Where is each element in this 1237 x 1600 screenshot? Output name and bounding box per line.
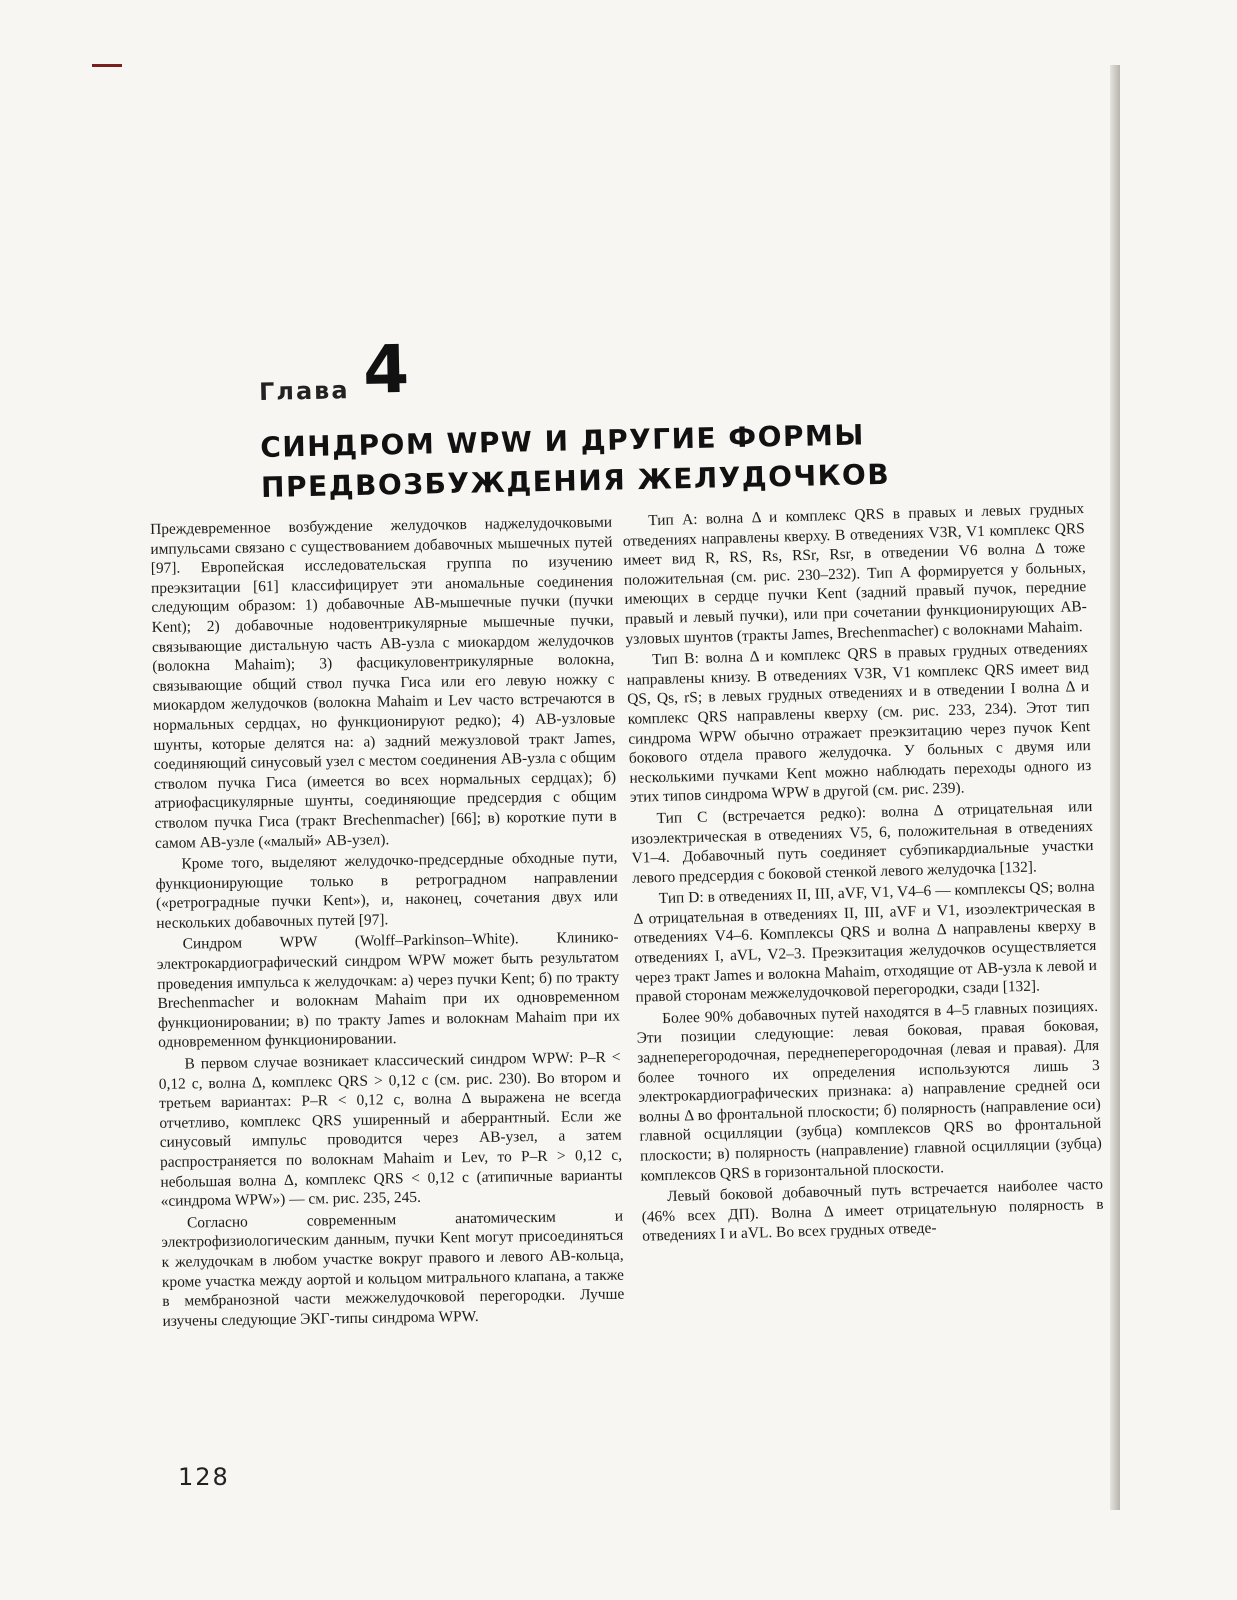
top-edge-mark	[92, 64, 122, 67]
right-paragraph-2: Тип В: волна Δ и комплекс QRS в правых грудных отведениях направлены книзу. В отведениях V3R, V1 комплекс QRS имеет вид QS, Qs, rS; в левых грудных отведениях и в отведении I волна Δ и комплекс QRS направлены кверху (см. рис. 233, 234). Этот тип синдрома WPW обычно отражает преэкзитацию через пучок Kent бокового отдела правого желудочка. У больных с двумя или несколькими пучками Kent можно наблюдать переходы одного из этих типов синдрома WPW в другой (см. рис. 239).	[626, 639, 1092, 807]
left-text-column	[150, 513, 625, 1334]
chapter-number: 4	[362, 330, 410, 409]
chapter-label-row	[258, 325, 959, 409]
chapter-heading	[258, 325, 961, 508]
chapter-word: Глава	[258, 376, 350, 406]
right-paragraph-3: Тип С (встречается редко): волна Δ отрицательная или изоэлектрическая в отведениях V5, 6, положительная в отведениях V1–4. Добавочный путь соединяет субэпикардиальные участки левого предсердия с боковой стенкой левого желудочка [132].	[630, 797, 1094, 887]
left-paragraph-2: Кроме того, выделяют желудочко-предсердные обходные пути, функционирующие только в ретроградном направлении («ретроградные пучки Kent»), и, наконец, сочетания двух или нескольких добавочных путей [97].	[155, 848, 619, 932]
page-edge-shadow	[1110, 65, 1120, 1510]
left-paragraph-3: Синдром WPW (Wolff–Parkinson–White). Клинико-электрокардиографический синдром WPW может быть результатом проведения импульса к желудочкам: а) через пучки Kent; б) по тракту Brechenmacher и волокнам Mahaim при их одновременном функционировании; в) по тракту James и волокнам Mahaim при их одновременном функционировании.	[156, 929, 620, 1052]
chapter-title	[260, 413, 962, 508]
left-paragraph-4: В первом случае возникает классический синдром WPW: P–R < 0,12 с, волна Δ, комплекс QRS > 0,12 с (см. рис. 230). Во втором и третьем вариантах: P–R < 0,12 с, волна Δ выражена не всегда отчетливо, комплекс QRS уширенный и аберрантный. Если же синусовый импульс проводится через АВ-узел, а затем распространяется по волокнам Mahaim и Lev, то P–R > 0,12 с, небольшая волна Δ, комплекс QRS < 0,12 с (атипичные варианты «синдрома WPW») — см. рис. 235, 245.	[158, 1048, 623, 1211]
chapter-title-line-2: ПРЕДВОЗБУЖДЕНИЯ ЖЕЛУДОЧКОВ	[260, 457, 891, 504]
page-number: 128	[178, 1463, 230, 1491]
right-paragraph-4: Тип D: в отведениях II, III, aVF, V1, V4–6 — комплексы QS; волна Δ отрицательная в отведениях II, III, aVF и V1, изоэлектрическая в отведениях V4–6. Комплексы QRS и волна Δ направлены кверху в отведениях I, aVL, V2–3. Преэкзитация желудочков осуществляется через тракт James и волокна Mahaim, отходящие от АВ-узла к левой и правой сторонам межжелудочковой перегородки, сзади [132].	[633, 878, 1098, 1007]
left-paragraph-5: Согласно современным анатомическим и электрофизиологическим данным, пучки Kent могут присоединяться к желудочкам в любом участке вокруг правого и левого АВ-кольца, кроме участка между аортой и кольцом митрального клапана, а также в мембранозной части межжелудочковой перегородки. Лучше изучены следующие ЭКГ-типы синдрома WPW.	[161, 1207, 625, 1330]
right-paragraph-1: Тип А: волна Δ и комплекс QRS в правых и левых грудных отведениях направлены кверху. В отведениях V3R, V1 комплекс QRS имеет вид R, RS, Rs, RSr, Rsr, в отведении V6 волна Δ тоже положительная (см. рис. 230–232). Тип А формируется у больных, имеющих в сердце пучки Kent (задний правый пучок, передние правый и левый пучки), или при сочетании функционирующих АВ-узловых шунтов (тракты James, Brechenmacher) с волокнами Mahaim.	[622, 500, 1088, 648]
chapter-title-line-1: СИНДРОМ WPW И ДРУГИЕ ФОРМЫ	[259, 418, 866, 464]
right-text-column	[622, 499, 1104, 1249]
left-paragraph-1: Преждевременное возбуждение желудочков наджелудочковыми импульсами связано с существованием добавочных мышечных путей [97]. Европейская исследовательская группа по изучению преэкзитации [61] классифицирует эти аномальные соединения следующим образом: 1) добавочные АВ-мышечные пучки (пучки Kent); 2) добавочные нодовентрикулярные мышечные пучки, связывающие дистальную часть АВ-узла с миокардом желудочков (волокна Mahaim); 3) фасцикуловентрикулярные волокна, связывающие общий ствол пучка Гиса или его левую ножку с миокардом желудочков (волокна Mahaim и Lev часто встречаются в нормальных сердцах, но функционируют редко); 4) АВ-узловые шунты, которые делятся на: а) задний межузловой тракт James, соединяющий синусовый узел с местом соединения АВ-узла с общим стволом пучка Гиса (имеется во всех нормальных сердцах); б) атриофасцикулярные шунты, соединяющие предсердия с общим стволом пучка Гиса (тракт Brechenmacher) [66]; в) короткие пути в самом АВ-узле («малый» АВ-узел).	[150, 513, 617, 852]
right-paragraph-5: Более 90% добавочных путей находятся в 4–5 главных позициях. Эти позиции следующие: левая боковая, правая боковая, заднеперегородочная, переднеперегородочная (левая и правая). Для более точного их определения используются лишь 3 электрокардиографических признака: а) направление средней оси волны Δ во фронтальной плоскости; б) полярность (направление оси) главной осцилляции (зубца) комплексов QRS во фронтальной плоскости; в) полярность (направление) главной осцилляции (зубца) комплексов QRS в горизонтальной плоскости.	[636, 997, 1103, 1185]
right-paragraph-6: Левый боковой добавочный путь встречается наиболее часто (46% всех ДП). Волна Δ имеет отрицательную полярность в отведениях I и aVL. Во всех грудных отведе-	[641, 1176, 1104, 1246]
